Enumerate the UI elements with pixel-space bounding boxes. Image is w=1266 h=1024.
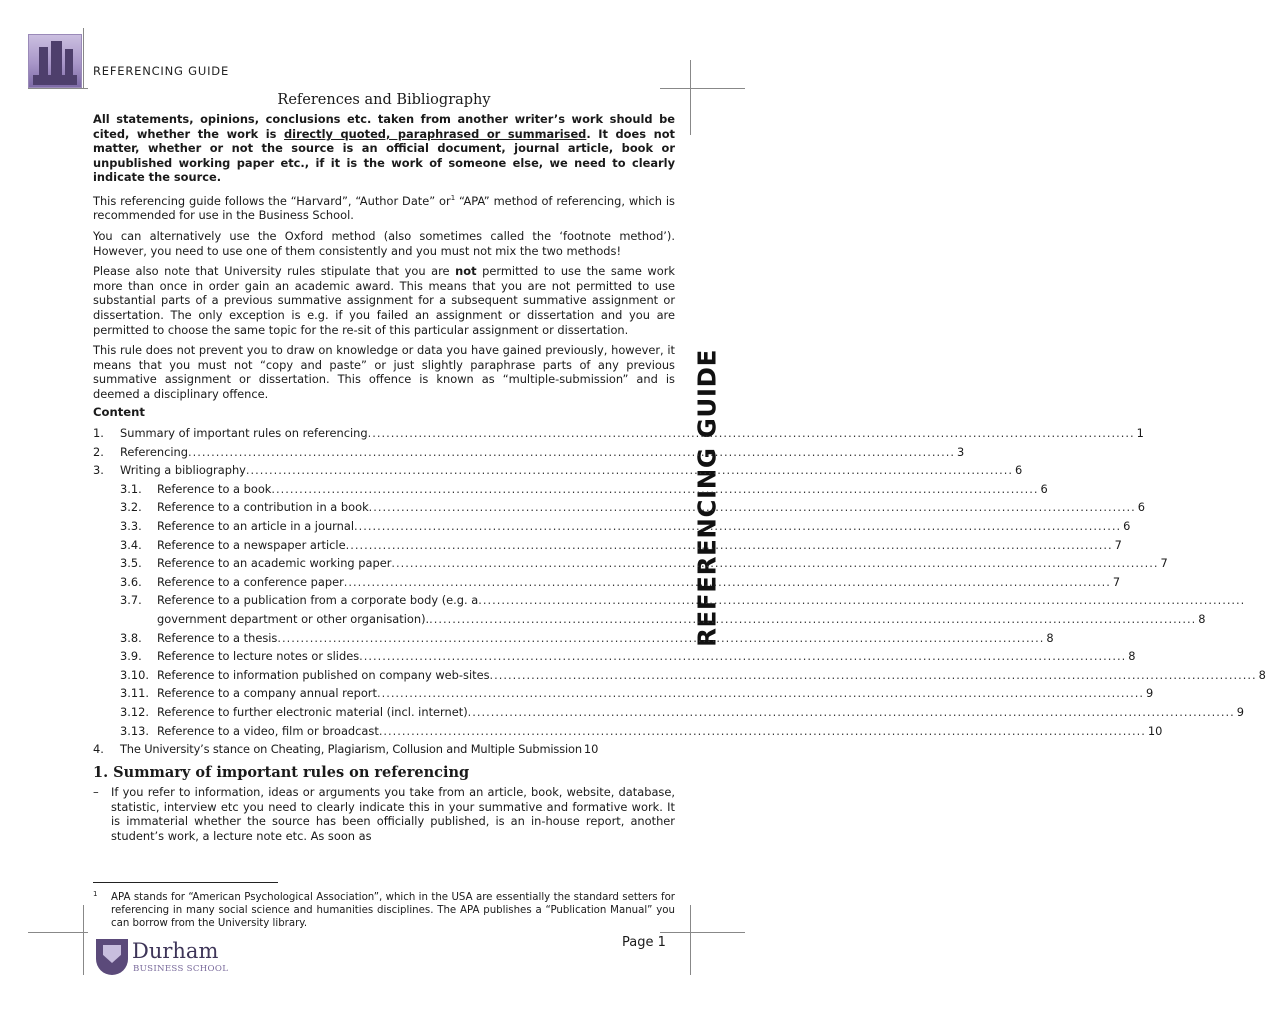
harvard-paragraph: This referencing guide follows the “Harvard”, “Author Date” $or^1$ “APA” method of referencing, which is recommended for use in the Business School. (93, 193, 675, 223)
rules-paragraph: Please also note that University rules stipulate that you are not permitted to use the same work more than once in order gain an academic award. This means that you are not permitted to use substantial parts of a previous summative assignment for a subsequent summative assignment or dissertation. The only exception is e.g. if you failed an assignment or dissertation and you are permitted to choose the same topic for the re-sit of this particular assignment or dissertation. (93, 264, 675, 337)
toc-entry[interactable]: 3.2. Reference to a contribution in a book ..... 6 (93, 496, 675, 515)
footnote-ref: 1 (450, 193, 456, 202)
crop-mark (28, 932, 88, 933)
toc-entry[interactable]: 3.7. Reference to a publication from a corporate body (e.g. a ..... (93, 589, 675, 608)
toc-entry[interactable]: 3.11. Reference to a company annual report ..... 9 (93, 682, 675, 701)
crop-mark (83, 28, 84, 88)
crop-mark (28, 88, 88, 89)
page-title: References and Bibliography (277, 92, 491, 108)
crop-mark (690, 60, 691, 135)
toc-entry[interactable]: 3.5. Reference to an academic working paper ..... 7 (93, 552, 675, 571)
contents-heading: Content (93, 405, 145, 420)
logo-subtitle: BUSINESS SCHOOL (133, 964, 229, 974)
table-of-contents (93, 421, 1266, 757)
crop-mark (83, 905, 84, 975)
knowledge-paragraph: This rule does not prevent you to draw on knowledge or data you have gained previously, however, it means that you must not “copy and paste” or just slightly paraphrase parts of any previous summative assignment or dissertation. This offence is known as “multiple-submission” and is deemed a disciplinary offence. (93, 343, 675, 401)
oxford-paragraph: You can alternatively use the Oxford method (also sometimes called the ‘footnote method’). However, you need to use one of them consistently and you must not mix the two methods! (93, 228, 675, 258)
crop-mark (690, 905, 691, 975)
toc-entry[interactable]: 3.1. Reference to a book ..... 6 (93, 477, 675, 496)
page-body (93, 90, 1266, 850)
toc-entry[interactable]: 3.3. Reference to an article in a journal ..... 6 (93, 514, 675, 533)
toc-entry[interactable]: 3.9. Reference to lecture notes or slides ..... 8 (93, 645, 675, 664)
footnote-text: APA stands for “American Psychological Association”, which in the USA are essentially the standard setters for referencing in many social science and humanities disciplines. The APA publishes a “Publication Manual” you can borrow from the University library. (111, 892, 675, 929)
toc-entry[interactable]: 3.6. Reference to a conference paper ..... 7 (93, 570, 675, 589)
crop-mark (660, 932, 745, 933)
running-header: REFERENCING GUIDE (93, 64, 230, 78)
toc-entry[interactable]: 3.8. Reference to a thesis ..... 8 (93, 626, 675, 645)
toc-entry[interactable]: 3.12. Reference to further electronic material (incl. internet) ..... 9 (93, 700, 675, 719)
cathedral-image (28, 34, 82, 88)
logo-name: Durham (132, 939, 219, 963)
intro-paragraph: All statements, opinions, conclusions etc. taken from another writer’s work should be cited, whether the work is directly quoted, paraphrased or summarised. It does not matter, whether or not the source is an official document, journal article, book or unpublished working paper etc., if it is the work of someone else, we need to clearly indicate the source. (93, 112, 675, 185)
toc-entry[interactable]: 1. Summary of important rules on referencing ..... 1 (93, 421, 675, 440)
toc-entry[interactable]: 3.10. Reference to information published on company web-sites ..... 8 (93, 663, 675, 682)
crop-mark (660, 88, 745, 89)
footnote-rule (93, 882, 278, 883)
footnote-mark: 1 (93, 890, 98, 898)
toc-entry[interactable]: 3.4. Reference to a newspaper article ..... 7 (93, 533, 675, 552)
bullet-dash: – (93, 785, 99, 800)
underlined-phrase: directly quoted, paraphrased or summarised (284, 126, 587, 141)
toc-entry[interactable]: 2. Referencing ..... 3 (93, 440, 675, 459)
bullet-paragraph: – If you refer to information, ideas or arguments you take from an article, book, website, database, statistic, interview etc you need to clearly indicate this in your summative and formative work. It is immaterial whether the source has been officially published, is an in-house report, another student’s work, a lecture note etc. As soon as (93, 785, 675, 843)
toc-entry[interactable]: 3.13. Reference to a video, film or broadcast ..... 10 (93, 719, 675, 738)
section-heading: 1. Summary of important rules on referencing (93, 764, 470, 782)
toc-entry[interactable]: 4. The University’s stance on Cheating, Plagiarism, Collusion and Multiple Submission 10 (93, 742, 599, 757)
footnote (93, 891, 675, 930)
page-number: Page 1 (622, 935, 666, 950)
shield-icon (96, 939, 128, 975)
toc-entry-continuation[interactable]: government department or other organisation). ..... 8 (93, 607, 675, 626)
toc-entry[interactable]: 3. Writing a bibliography ..... 6 (93, 459, 675, 478)
